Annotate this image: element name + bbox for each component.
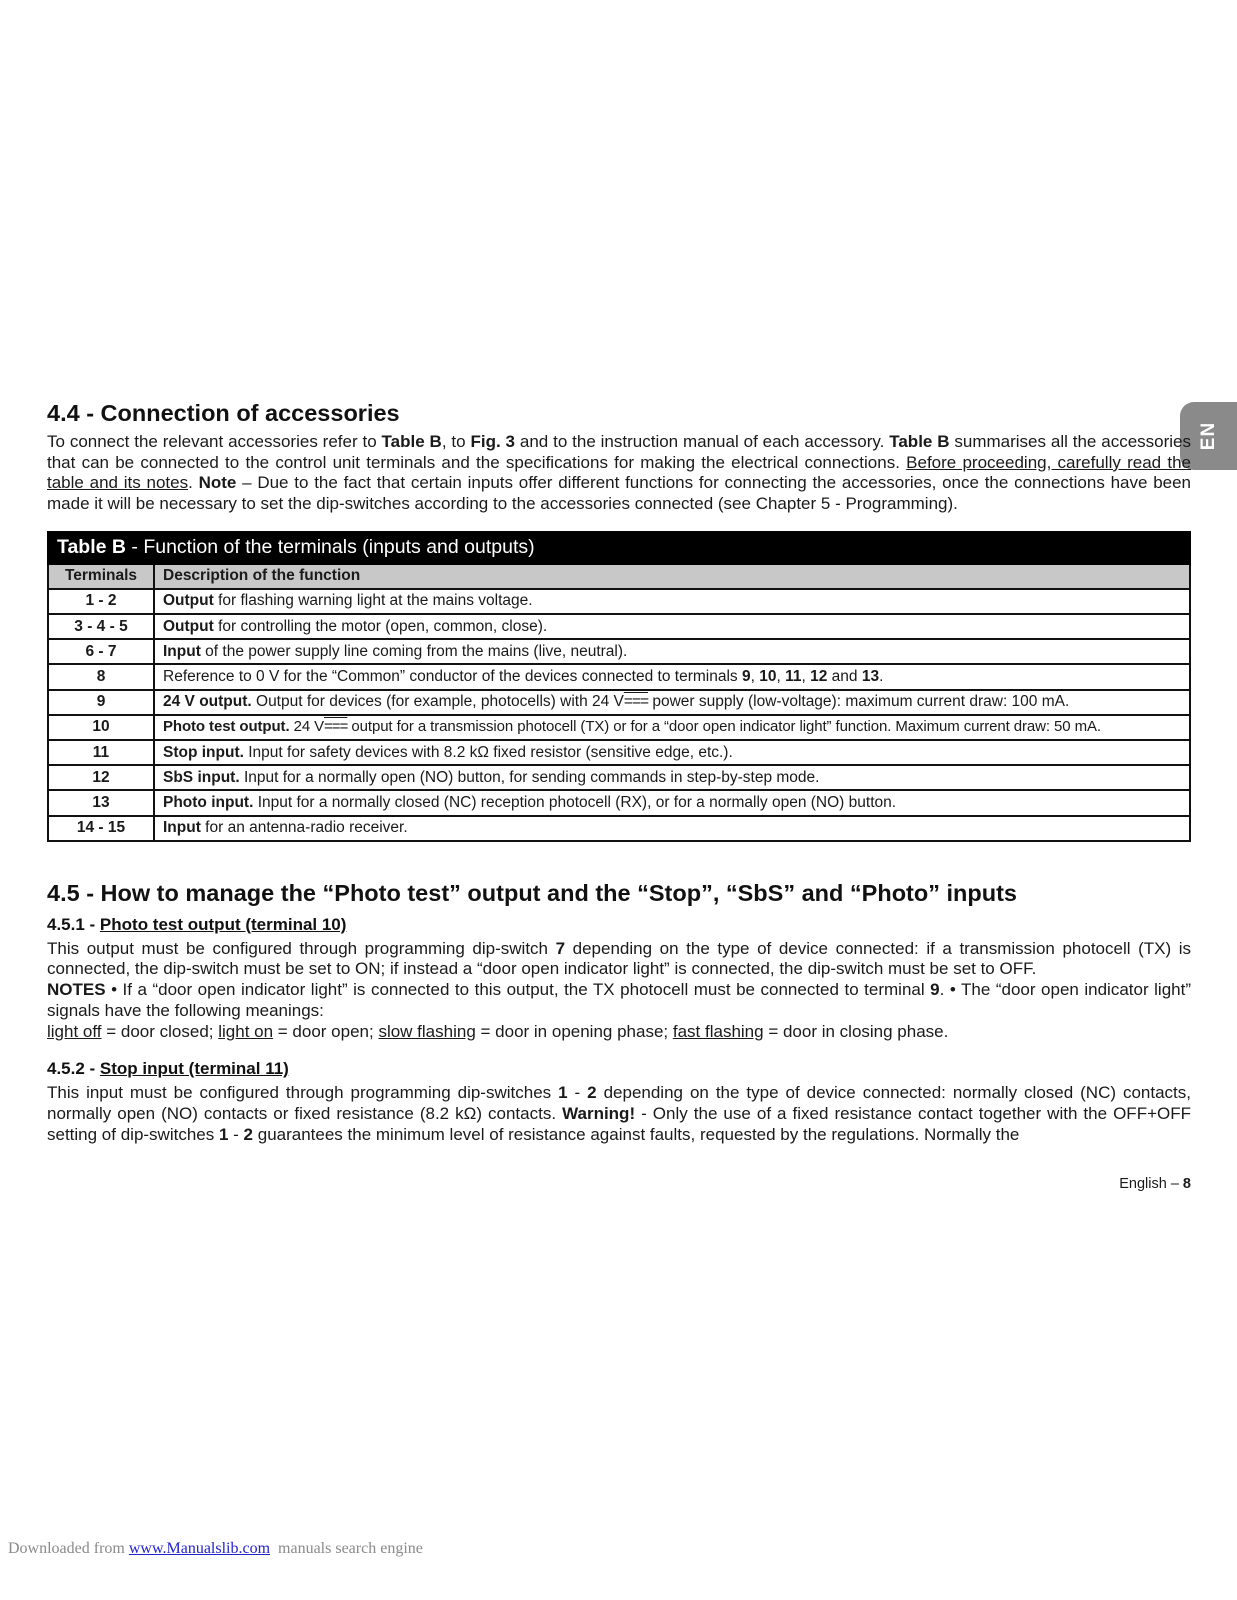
- desc-text: for controlling the motor (open, common, close).: [213, 617, 548, 635]
- dc-symbol-icon: ===: [324, 718, 348, 736]
- desc-bold: Stop input.: [163, 743, 244, 761]
- section-4-5-2-body: [47, 1083, 1191, 1145]
- table-row: [48, 639, 1190, 664]
- section-number: 4.5.1 -: [47, 914, 100, 934]
- table-header-row: [48, 564, 1190, 589]
- desc-text: ,: [801, 667, 811, 685]
- dip-switch-ref: 1: [558, 1083, 568, 1103]
- desc-text: .: [879, 667, 884, 685]
- signal-term: light off: [47, 1021, 102, 1041]
- description-cell: [154, 790, 1190, 815]
- download-notice: [8, 1540, 423, 1558]
- text: depending on the type of device connected: if a transmission photocell (TX) is connected, the dip-switch must be set to ON; if instead a “door open indicator light” is connected, the dip-switch must be set to OFF.: [47, 938, 1191, 979]
- section-title-text: Photo test output (terminal 10): [99, 914, 347, 934]
- text: This output must be configured through programming dip-switch: [47, 938, 556, 958]
- desc-text: Input for safety devices with 8.2 kΩ fixed resistor (sensitive edge, etc.).: [243, 743, 733, 761]
- dc-symbol-icon: ===: [623, 693, 649, 711]
- table-row: [48, 614, 1190, 639]
- dip-switch-ref: 7: [555, 938, 566, 958]
- desc-text: Reference to 0 V for the “Common” conductor of the devices connected to terminals: [163, 667, 742, 685]
- terminal-cell: 8: [48, 664, 154, 689]
- section-4-5-title: 4.5 - How to manage the “Photo test” output and the “Stop”, “SbS” and “Photo” inputs: [47, 879, 1018, 906]
- desc-bold: Photo test output.: [163, 718, 290, 736]
- desc-text: Output for devices (for example, photocells) with 24 V: [251, 693, 624, 711]
- description-cell: [154, 614, 1190, 639]
- section-number: 4.5.2 -: [47, 1059, 100, 1079]
- desc-bold: Input: [163, 642, 201, 660]
- caption-bold: Table B: [57, 536, 126, 559]
- description-cell: [154, 765, 1190, 790]
- text: – Due to the fact that certain inputs offer different functions for connecting the accessories, once the connections have been made it will be necessary to set the dip-switches according to the accessories connected (see Chapter 5 - Programming).: [47, 473, 1192, 514]
- text: , to: [441, 432, 471, 451]
- text: guarantees the minimum level of resistance against faults, requested by the regulations. Normally the: [253, 1124, 1020, 1144]
- desc-text: Input for a normally open (NO) button, for sending commands in step-by-step mode.: [239, 768, 820, 786]
- table-b-caption: [48, 532, 1190, 564]
- desc-text: ,: [750, 667, 760, 685]
- download-suffix: manuals search engine: [270, 1540, 423, 1557]
- terminal-ref: 12: [810, 667, 828, 685]
- terminal-cell: 13: [48, 790, 154, 815]
- text: • If a “door open indicator light” is connected to this output, the TX photocell must be connected to terminal: [105, 980, 931, 1000]
- signal-term: fast flashing: [672, 1021, 764, 1041]
- table-row: [48, 790, 1190, 815]
- description-cell: [154, 740, 1190, 765]
- description-cell: [154, 664, 1190, 689]
- text: summarises all the accessories that can be connected to the control unit terminals and the specifications for making the electrical connections.: [47, 432, 1191, 472]
- col-header-description: Description of the function: [154, 564, 1190, 589]
- text: = door in closing phase.: [763, 1021, 949, 1041]
- desc-text: of the power supply line coming from the mains (live, neutral).: [200, 642, 628, 660]
- page-content: [47, 398, 1191, 1145]
- text: To connect the relevant accessories refer to: [47, 432, 382, 451]
- page-number: 8: [1182, 1176, 1191, 1192]
- table-row: [48, 664, 1190, 689]
- section-4-5-2-title: [47, 1058, 1191, 1080]
- terminal-cell: 6 - 7: [48, 639, 154, 664]
- terminal-cell: 10: [48, 715, 154, 740]
- section-4-5-1-title: [47, 914, 1191, 936]
- section-4-5-1-body: [47, 939, 1191, 1043]
- desc-text: for an antenna-radio receiver.: [200, 819, 408, 837]
- text: = door in opening phase;: [475, 1021, 673, 1041]
- desc-text: ,: [776, 667, 786, 685]
- dip-switch-ref: 2: [587, 1083, 597, 1103]
- terminal-ref: 9: [741, 667, 751, 685]
- fig-3-ref: Fig. 3: [470, 432, 516, 451]
- terminal-cell: 9: [48, 690, 154, 715]
- signal-term: light on: [218, 1021, 274, 1041]
- table-row: [48, 765, 1190, 790]
- text: and to the instruction manual of each accessory.: [515, 432, 890, 451]
- text: -: [567, 1083, 588, 1103]
- text: depending on the type of device connected: normally closed (NC) contacts, normally open (NO) contacts or fixed resistance (8.2 kΩ) contacts.: [47, 1083, 1192, 1123]
- notes-label: NOTES: [47, 980, 106, 1000]
- table-row: [48, 690, 1190, 715]
- desc-bold: SbS input.: [163, 768, 240, 786]
- dip-switch-ref: 1: [218, 1124, 229, 1144]
- desc-text: Input for a normally closed (NC) reception photocell (RX), or for a normally open (NO) button.: [253, 793, 897, 811]
- terminal-ref: 10: [759, 667, 777, 685]
- desc-bold: Output: [163, 592, 214, 610]
- text: -: [228, 1124, 244, 1144]
- table-b: [47, 531, 1191, 842]
- desc-bold: Photo input.: [163, 793, 254, 811]
- desc-text: power supply (low-voltage): maximum current draw: 100 mA.: [648, 693, 1070, 711]
- text: . • The “door open indicator light” signals have the following meanings:: [47, 980, 1191, 1020]
- terminal-cell: 3 - 4 - 5: [48, 614, 154, 639]
- desc-text: for flashing warning light at the mains voltage.: [213, 592, 533, 610]
- desc-text: and: [827, 667, 862, 685]
- desc-bold: Input: [163, 819, 201, 837]
- desc-text: output for a transmission photocell (TX) or for a “door open indicator light” function. Maximum current draw: 50 mA.: [347, 718, 1101, 736]
- description-cell: [154, 639, 1190, 664]
- terminal-ref: 9: [930, 980, 940, 1000]
- underlined-warning: Before proceeding, carefully read the table and its notes: [47, 452, 1191, 493]
- table-row: [48, 715, 1190, 740]
- text: - Only the use of a fixed resistance contact together with the OFF+OFF setting of dip-switches: [47, 1103, 1191, 1144]
- note-label: Note: [198, 473, 237, 493]
- desc-bold: 24 V output.: [163, 693, 252, 711]
- description-cell: [154, 589, 1190, 614]
- terminal-ref: 11: [785, 667, 802, 685]
- terminal-cell: 11: [48, 740, 154, 765]
- terminal-cell: 1 - 2: [48, 589, 154, 614]
- text: This input must be configured through programming dip-switches: [47, 1083, 559, 1103]
- desc-bold: Output: [163, 617, 214, 635]
- table-row: [48, 816, 1190, 841]
- text: = door closed;: [101, 1021, 219, 1041]
- table-b-ref: Table B: [889, 432, 950, 451]
- text: .: [188, 473, 199, 493]
- col-header-terminals: Terminals: [48, 564, 154, 589]
- footer-language: English –: [1119, 1176, 1183, 1192]
- description-cell: [154, 690, 1190, 715]
- terminal-ref: 13: [861, 667, 880, 685]
- section-4-4-title: 4.4 - Connection of accessories: [47, 400, 400, 426]
- desc-text: 24 V: [289, 718, 325, 736]
- language-tab-label: EN: [1197, 421, 1219, 451]
- text: = door open;: [273, 1021, 379, 1041]
- download-prefix: Downloaded from: [8, 1540, 129, 1557]
- warning-label: Warning!: [562, 1103, 636, 1123]
- description-cell: [154, 816, 1190, 841]
- terminal-cell: 14 - 15: [48, 816, 154, 841]
- table-row: [48, 740, 1190, 765]
- page-footer: [1119, 1176, 1191, 1192]
- table-row: [48, 589, 1190, 614]
- manualslib-link[interactable]: www.Manualslib.com: [128, 1540, 271, 1557]
- signal-term: slow flashing: [378, 1021, 476, 1041]
- table-b-ref: Table B: [381, 432, 442, 451]
- section-4-4-body: [47, 432, 1191, 515]
- description-cell: [154, 715, 1190, 740]
- dip-switch-ref: 2: [243, 1124, 254, 1144]
- section-title-text: Stop input (terminal 11): [99, 1059, 289, 1079]
- terminal-cell: 12: [48, 765, 154, 790]
- caption-text: - Function of the terminals (inputs and outputs): [125, 536, 535, 559]
